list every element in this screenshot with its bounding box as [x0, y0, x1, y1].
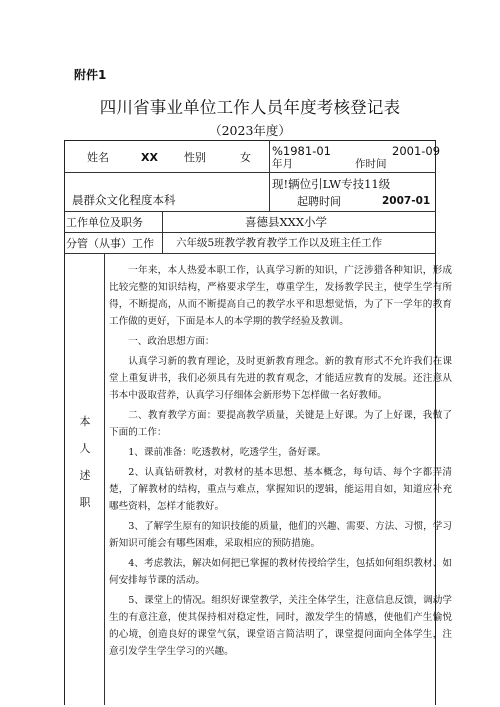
form-year: （2023年度）: [209, 123, 291, 138]
name-label: 姓名: [87, 151, 109, 164]
workplace-value: 喜德县XXX小学: [245, 215, 328, 229]
position-label: 现!辆位引LW专技11级: [272, 177, 391, 191]
annex-label: 附件1: [74, 68, 107, 82]
gender-value: 女: [240, 151, 251, 164]
row-divider-3: [64, 232, 436, 233]
statement-paragraph: 2、认真钻研教材，对教材的基本思想、基本概念，每句话、每个字都弄清楚，了解教材的结构，重点与难点，掌握知识的逻辑，能运用自如，知道应补充哪些资料，怎样才能教好。: [109, 467, 452, 512]
statement-paragraph: 一、政治思想方面：: [128, 336, 215, 347]
education-label: 晨群众文化程度本科: [72, 193, 176, 207]
hire-value: 2007-01: [382, 195, 431, 207]
side-label-char-2: 人: [79, 442, 91, 455]
name-value: XX: [141, 151, 158, 164]
row-divider-2: [64, 211, 436, 212]
row-divider-4: [64, 253, 436, 254]
duty-label: 分管（从事）工作: [66, 237, 154, 250]
birth-value: %1981-01: [272, 144, 331, 158]
workplace-label: 工作单位及职务: [66, 216, 143, 229]
hire-label: 起聘时间: [297, 195, 341, 208]
side-label-char-1: 本: [79, 415, 91, 428]
duty-value: 六年级5班教学教育教学工作以及班主任工作: [176, 237, 383, 249]
statement-body: [109, 262, 452, 660]
statement-paragraph: 一年来，本人热爱本职工作，认真学习新的知识，广泛涉猎各种知识，形成比较完整的知识结构，严格要求学生，尊重学生，发扬教学民主，使学生学有所得，不断提高，从而不断提高自己的教学水平和思想觉悟，为了下一学年的教育工作做的更好，下面是本人的本学期的教学经验及教训。: [109, 265, 452, 327]
form-title: 四川省事业单位工作人员年度考核登记表: [99, 98, 401, 117]
col-divider-labels: [162, 211, 163, 254]
col-divider-info: [269, 140, 270, 212]
row-divider-1: [64, 172, 436, 173]
statement-paragraph: 3、了解学生原有的知识技能的质量，他们的兴趣、需要、方法、习惯，学习新知识可能会有哪些困难，采取相应的预防措施。: [109, 521, 452, 549]
side-label-char-4: 职: [79, 496, 91, 509]
col-divider-side: [104, 253, 105, 705]
work-start-value: 2001-09: [392, 144, 441, 158]
statement-paragraph: 二、教育教学方面：要提高教学质量，关键是上好课。为了上好课，我做了下面的工作：: [109, 410, 452, 438]
work-time-label: 作时间: [355, 158, 387, 170]
birth-label: 年月: [272, 158, 293, 170]
statement-paragraph: 认真学习新的教育理论，及时更新教育理念。新的教育形式不允许我们在课堂上重复讲书，我们必须具有先进的教育观念，才能适应教育的发展。还注意从书本中汲取营养，认真学习仔细体会新形势下怎样做一名好教师。: [109, 356, 452, 401]
gender-label: 性别: [184, 151, 206, 164]
statement-paragraph: 4、考虑教法，解决如何把已掌握的教材传授给学生，包括如何组织教材、如何安排每节课的活动。: [109, 558, 452, 586]
statement-paragraph: 5、课堂上的情况。组织好课堂教学，关注全体学生，注意信息反馈，调动学生的有意注意，使其保持相对稳定性，同时，激发学生的情感，使他们产生愉悦的心境，创造良好的课堂气氛，课堂语言简洁明了，课堂提问面向全体学生，注意引发学生学生学习的兴趣。: [109, 595, 452, 657]
side-label-char-3: 述: [79, 469, 91, 482]
statement-paragraph: 1、课前准备：吃透教材，吃透学生，备好课。: [128, 447, 327, 458]
